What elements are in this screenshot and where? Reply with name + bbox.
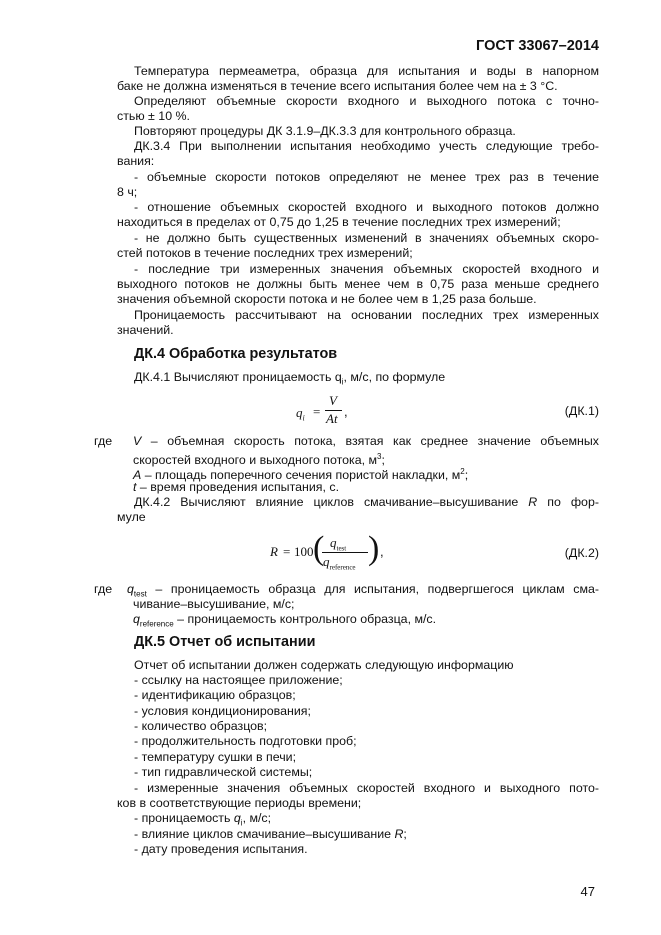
text-line: ДК.3.4 При выполнении испытания необходимо учесть следующие требо- bbox=[134, 139, 599, 153]
text-line: Температура пермеаметра, образца для испытания и воды в напорном bbox=[134, 64, 599, 78]
document-header: ГОСТ 33067–2014 bbox=[476, 38, 599, 54]
section-heading: ДК.5 Отчет об испытании bbox=[134, 634, 316, 650]
text-line: находиться в пределах от 0,75 до 1,25 в течение последних трех измерений; bbox=[117, 215, 561, 229]
list-item: - продолжительность подготовки проб; bbox=[134, 734, 357, 748]
text-line: стью ± 10 %. bbox=[117, 109, 190, 123]
page-number: 47 bbox=[580, 884, 595, 899]
definition-line: t – время проведения испытания, с. bbox=[133, 480, 340, 494]
text-line: ДК.4.2 Вычисляют влияние циклов смачивание–высушивание R по фор- bbox=[134, 495, 599, 509]
text-line: выходного потоков не должны быть менее чем в 0,75 раза меньше среднего bbox=[117, 277, 599, 291]
list-item: - температуру сушки в печи; bbox=[134, 750, 297, 764]
definition-line: V – объемная скорость потока, взятая как среднее значение объемных bbox=[133, 434, 599, 448]
list-item: - условия кондиционирования; bbox=[134, 704, 311, 718]
text-line: Повторяют процедуры ДК 3.1.9–ДК.3.3 для контрольного образца. bbox=[134, 124, 516, 138]
list-item: ков в соответствующие периоды времени; bbox=[117, 796, 362, 810]
text-line: баке не должна изменяться в течение всего испытания более чем на ± 3 °С. bbox=[117, 79, 558, 93]
equation-number: (ДК.2) bbox=[564, 546, 599, 560]
text-line: - не должно быть существенных изменений в значениях объемных скоро- bbox=[134, 231, 599, 245]
equation-2: R = 100 ( $q_{test}$ $q_{reference}$ ) , bbox=[270, 530, 384, 572]
definition-line: $q_{reference}$ – проницаемость контрольного образца, м/с. bbox=[133, 612, 437, 629]
text-line: Проницаемость рассчитывают на основании последних трех измеренных bbox=[134, 308, 599, 322]
text-line: значений. bbox=[117, 323, 174, 337]
text-line: 8 ч; bbox=[117, 185, 138, 199]
definition-line: $q_{test}$ – проницаемость образца для испытания, подвергшегося циклам сма- bbox=[127, 582, 599, 599]
text-line: - объемные скорости потоков определяют не менее трех раз в течение bbox=[134, 170, 599, 184]
list-item: - дату проведения испытания. bbox=[134, 842, 308, 856]
list-item: - количество образцов; bbox=[134, 719, 268, 733]
list-item: - идентификацию образцов; bbox=[134, 688, 296, 702]
text-line: значения объемной скорости потока и не более чем в 1,25 раза больше. bbox=[117, 292, 537, 306]
definition-line: скоростей входного и выходного потока, $м^3$; bbox=[133, 452, 385, 468]
list-item: - проницаемость $q_i$, м/с; bbox=[134, 811, 272, 828]
text-line: - последние три измеренных значения объемных скоростей входного и bbox=[134, 262, 599, 276]
list-item: - измеренные значения объемных скоростей входного и выходного пото- bbox=[134, 781, 599, 795]
list-item: - тип гидравлической системы; bbox=[134, 765, 313, 779]
where-label: где bbox=[94, 434, 113, 448]
text-line: вания: bbox=[117, 154, 155, 168]
equation-1: $q_i$ = V At , bbox=[296, 393, 348, 426]
equation-number: (ДК.1) bbox=[564, 404, 599, 418]
section-heading: ДК.4 Обработка результатов bbox=[134, 346, 338, 362]
definition-line: чивание–высушивание, м/с; bbox=[133, 597, 295, 611]
text-line: муле bbox=[117, 510, 146, 524]
text-line: Определяют объемные скорости входного и выходного потока с точно- bbox=[134, 94, 599, 108]
list-item: Отчет об испытании должен содержать следующую информацию bbox=[134, 658, 514, 672]
list-item: - ссылку на настоящее приложение; bbox=[134, 673, 343, 687]
where-label: где bbox=[94, 582, 113, 596]
text-line: стей потоков в течение последних трех измерений; bbox=[117, 246, 413, 260]
list-item: - влияние циклов смачивание–высушивание R; bbox=[134, 827, 407, 841]
text-line: ДК.4.1 Вычисляют проницаемость $q_i$, м/с, по формуле bbox=[134, 370, 446, 387]
text-line: - отношение объемных скоростей входного и выходного потоков должно bbox=[134, 200, 599, 214]
definition-line: A – площадь поперечного сечения пористой накладки, $м^2$; bbox=[133, 467, 469, 483]
